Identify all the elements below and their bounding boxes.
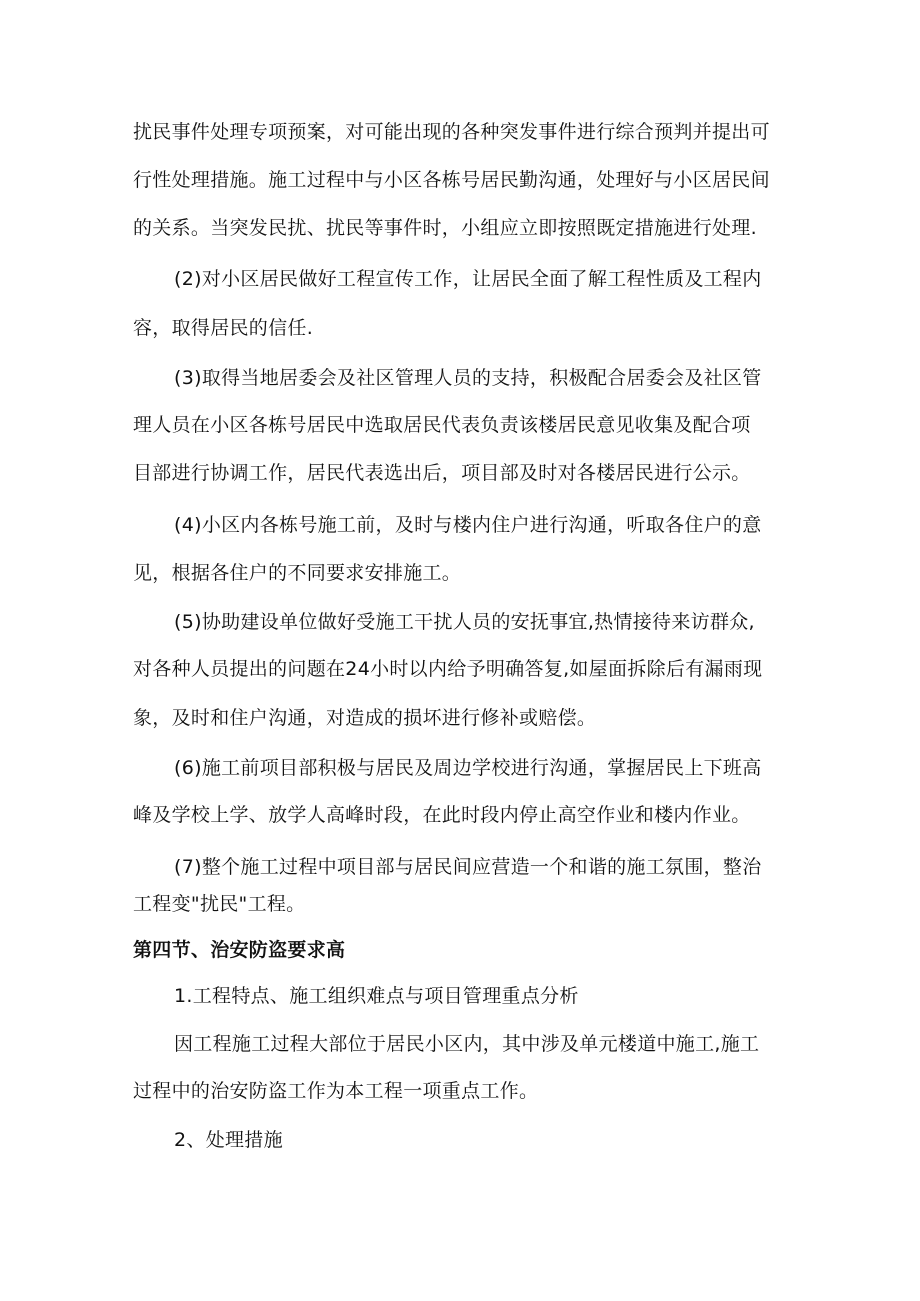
paragraph-line: 对各种人员提出的问题在24小时以内给予明确答复,如屋面拆除后有漏雨现 xyxy=(133,658,763,680)
paragraph-line: (2)对小区居民做好工程宣传工作，让居民全面了解工程性质及工程内 xyxy=(174,268,762,290)
paragraph-line: 行性处理措施。施工过程中与小区各栋号居民勤沟通，处理好与小区居民间 xyxy=(133,169,770,191)
paragraph-line: 容，取得居民的信任. xyxy=(133,317,314,339)
paragraph-line: 见，根据各住户的不同要求安排施工。 xyxy=(133,562,462,584)
paragraph-line: 目部进行协调工作，居民代表选出后，项目部及时对各楼居民进行公示。 xyxy=(133,462,751,484)
paragraph-line: (3)取得当地居委会及社区管理人员的支持，积极配合居委会及社区管 xyxy=(174,367,762,389)
paragraph-line: 的关系。当突发民扰、扰民等事件时，小组应立即按照既定措施进行处理. xyxy=(133,217,757,239)
section-heading: 第四节、治安防盗要求高 xyxy=(133,939,346,961)
paragraph-line: (7)整个施工过程中项目部与居民间应营造一个和谐的施工氛围，整治 xyxy=(174,856,762,878)
paragraph-line: 象，及时和住户沟通，对造成的损坏进行修补或赔偿。 xyxy=(133,707,597,729)
paragraph-line: (4)小区内各栋号施工前，及时与楼内住户进行沟通，听取各住户的意 xyxy=(174,514,762,536)
paragraph-line: 理人员在小区各栋号居民中选取居民代表负责该楼居民意见收集及配合项 xyxy=(133,414,751,436)
paragraph-line: 过程中的治安防盗工作为本工程一项重点工作。 xyxy=(133,1080,539,1102)
paragraph-line: (6)施工前项目部积极与居民及周边学校进行沟通，掌握居民上下班高 xyxy=(174,757,762,779)
paragraph-line: 工程变"扰民"工程。 xyxy=(133,893,306,915)
paragraph-line: 因工程施工过程大部位于居民小区内，其中涉及单元楼道中施工,施工 xyxy=(174,1033,760,1055)
paragraph-line: 扰民事件处理专项预案，对可能出现的各种突发事件进行综合预判并提出可 xyxy=(133,121,770,143)
paragraph-line: 峰及学校上学、放学人高峰时段，在此时段内停止高空作业和楼内作业。 xyxy=(133,804,751,826)
subsection-heading: 2、处理措施 xyxy=(174,1129,283,1151)
subsection-heading: 1.工程特点、施工组织难点与项目管理重点分析 xyxy=(174,985,579,1007)
paragraph-line: (5)协助建设单位做好受施工干扰人员的安抚事宜,热情接待来访群众, xyxy=(174,611,755,633)
